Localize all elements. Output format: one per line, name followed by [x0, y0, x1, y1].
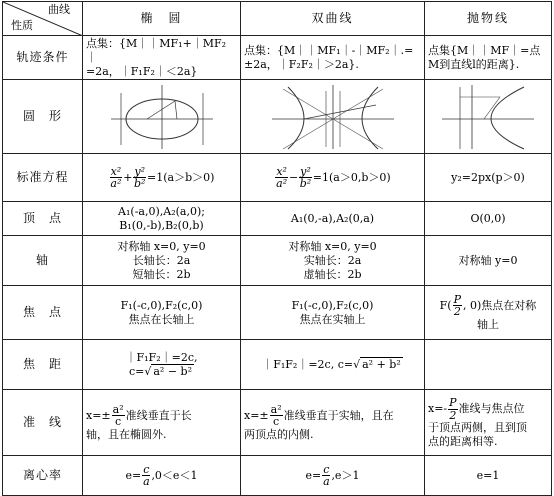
- fraction-a2-over-c: $\frac{\text{a²}}{c}$: [112, 402, 124, 429]
- fraction-p-over-2: $\frac{P}{2}$: [453, 292, 462, 319]
- row-label-shape: 圆 形: [3, 80, 83, 154]
- equation-tail: =1(a＞0,b＞0): [312, 170, 391, 184]
- column-header-ellipse: 椭 圆: [83, 2, 241, 36]
- eccentricity-ellipse: e= $\frac{c}{a}$ ,0＜e＜1: [83, 456, 241, 496]
- locus-ellipse-line-1: 点集：{M｜｜MF₁+｜MF₂｜: [86, 37, 227, 64]
- fraction-a2-over-c: $\frac{\text{a²}}{c}$: [270, 402, 282, 429]
- directrix-hyperbola-line-2: 两顶点的内侧.: [244, 427, 314, 441]
- fraction-y2-b2: $\frac{\text{y²}}{\text{b²}}$: [133, 164, 146, 191]
- focal-distance-ellipse-line-2: c=√ a² − b²: [128, 364, 193, 378]
- ellipse-figure: [83, 80, 241, 154]
- locus-parabola: [425, 36, 552, 80]
- vertex-parabola: O(0,0): [425, 202, 552, 236]
- vertex-hyperbola: A₁(0,-a),A₂(0,a): [241, 202, 425, 236]
- directrix-parabola-line-2: 于顶点两侧，且到顶: [428, 421, 527, 435]
- directrix-parabola: x=- $\frac{P}{2}$ 准线与焦点位 于顶点两侧，且到顶 点的距离相等.: [425, 390, 552, 456]
- focus-hyperbola-line-1: F₁(-c,0),F₂(c,0): [291, 299, 374, 312]
- corner-label-property: 性质: [11, 19, 33, 33]
- focus-ellipse-line-2: 焦点在长轴上: [128, 312, 195, 326]
- radical-a2-minus-b2: a² − b²: [153, 364, 193, 378]
- locus-ellipse: [83, 36, 241, 80]
- vertex-ellipse: [83, 202, 241, 236]
- corner-label-curve: 曲线: [48, 3, 70, 16]
- focus-hyperbola-line-2: 焦点在实轴上: [299, 312, 366, 326]
- row-label-focus: 焦 点: [3, 286, 83, 340]
- corner-header-cell: [3, 2, 83, 36]
- radical-a2-plus-b2: a² + b²: [362, 357, 401, 371]
- column-header-parabola: 抛物线: [425, 2, 552, 36]
- focus-ellipse: [83, 286, 241, 340]
- ellipse-graph-icon: [107, 83, 217, 151]
- focus-hyperbola: [241, 286, 425, 340]
- vertex-ellipse-line-1: A₁(-a,0),A₂(a,0);: [118, 205, 205, 218]
- standard-equation-ellipse: $\frac{\text{x²}}{\text{a²}}$ + $\frac{\text{y²}}{\text{b²}}$ =1(a＞b＞0): [83, 154, 241, 202]
- axis-ellipse-line-2: 长轴长：2a: [132, 253, 191, 267]
- fraction-y2-b2: $\frac{\text{y²}}{\text{b²}}$: [299, 164, 312, 191]
- focus-ellipse-line-1: F₁(-c,0),F₂(c,0): [120, 299, 203, 312]
- row-label-directrix: 准 线: [3, 390, 83, 456]
- fraction-p-over-2: $\frac{P}{2}$: [449, 395, 457, 422]
- locus-parabola-line-2: M到直线l的距离}.: [428, 57, 520, 71]
- focus-parabola: F( $\frac{P}{2}$ , 0)焦点在对称 轴上: [425, 286, 552, 340]
- focal-distance-ellipse: [83, 340, 241, 390]
- focal-distance-parabola: [425, 340, 552, 390]
- fraction-c-over-a: $\frac{c}{a}$: [143, 462, 150, 489]
- row-label-focal-distance: 焦 距: [3, 340, 83, 390]
- column-header-hyperbola: 双曲线: [241, 2, 425, 36]
- axis-ellipse-line-3: 短轴长：2b: [132, 267, 191, 281]
- conic-comparison-table: [2, 1, 552, 496]
- locus-hyperbola-line-2: ±2a，｜F₂F₂｜＞2a}.: [244, 57, 359, 71]
- fraction-c-over-a: $\frac{c}{a}$: [323, 462, 330, 489]
- row-label-vertex: 顶 点: [3, 202, 83, 236]
- parabola-figure: [425, 80, 552, 154]
- eccentricity-parabola: e=1: [425, 456, 552, 496]
- focal-distance-ellipse-line-1: ｜F₁F₂｜=2c,: [125, 351, 198, 364]
- locus-hyperbola: [241, 36, 425, 80]
- vertex-ellipse-line-2: B₁(0,-b),B₂(0,b): [119, 218, 204, 232]
- axis-parabola: 对称轴 y=0: [425, 236, 552, 286]
- parabola-graph-icon: [438, 83, 538, 151]
- standard-equation-hyperbola: $\frac{\text{x²}}{\text{a²}}$ − $\frac{\text{y²}}{\text{b²}}$ =1(a＞0,b＞0): [241, 154, 425, 202]
- axis-hyperbola-line-3: 虚轴长：2b: [303, 267, 362, 281]
- focus-parabola-line-2: 轴上: [477, 317, 499, 331]
- locus-hyperbola-line-1: 点集：{M｜｜MF₁｜-｜MF₂｜.=: [244, 43, 414, 57]
- row-label-axis: 轴: [3, 236, 83, 286]
- hyperbola-figure: [241, 80, 425, 154]
- axis-ellipse: [83, 236, 241, 286]
- locus-ellipse-line-2: =2a，｜F₁F₂｜＜2a}: [86, 64, 198, 78]
- axis-ellipse-line-1: 对称轴 x=0, y=0: [117, 240, 206, 254]
- focal-distance-hyperbola: ｜F₁F₂｜=2c, c=√ a² + b²: [241, 340, 425, 390]
- eccentricity-hyperbola: e= $\frac{c}{a}$ ,e＞1: [241, 456, 425, 496]
- equation-tail: =1(a＞b＞0): [147, 170, 215, 184]
- row-label-standard-equation: 标准方程: [3, 154, 83, 202]
- locus-parabola-line-1: 点集{M｜｜MF｜=点: [428, 43, 541, 57]
- row-label-eccentricity: 离心率: [3, 456, 83, 496]
- fraction-x2-a2: $\frac{\text{x²}}{\text{a²}}$: [276, 164, 288, 191]
- fraction-x2-a2: $\frac{\text{x²}}{\text{a²}}$: [110, 164, 122, 191]
- directrix-hyperbola: x=± $\frac{\text{a²}}{c}$ 准线垂直于实轴，且在 两顶点的内侧.: [241, 390, 425, 456]
- directrix-ellipse-line-2: 轴，且在椭圆外.: [86, 427, 167, 441]
- directrix-parabola-line-3: 点的距离相等.: [428, 434, 498, 448]
- axis-hyperbola-line-2: 实轴长：2a: [303, 253, 362, 267]
- hyperbola-graph-icon: [268, 83, 398, 151]
- standard-equation-parabola: y₂=2px(p＞0): [425, 154, 552, 202]
- axis-hyperbola: [241, 236, 425, 286]
- row-label-locus: 轨迹条件: [3, 36, 83, 80]
- directrix-ellipse: x=± $\frac{\text{a²}}{c}$ 准线垂直于长 轴，且在椭圆外.: [83, 390, 241, 456]
- axis-hyperbola-line-1: 对称轴 x=0, y=0: [288, 240, 377, 254]
